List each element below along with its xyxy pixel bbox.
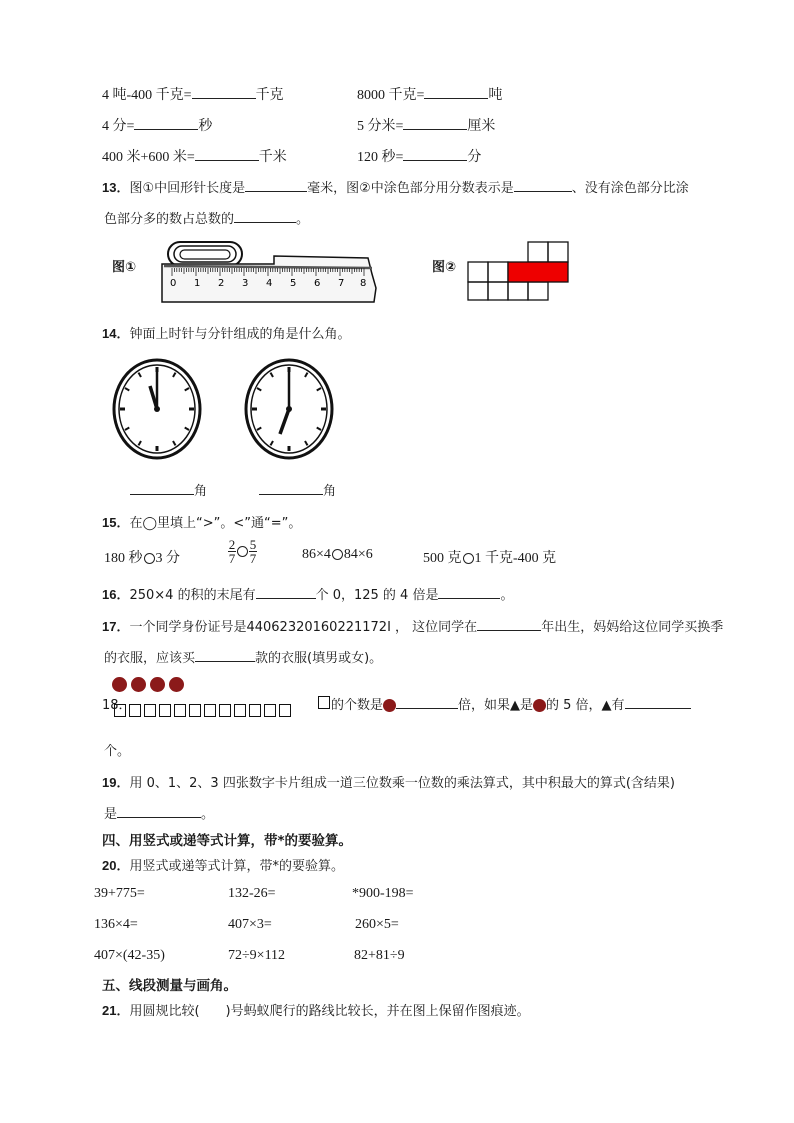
red-dot-icon	[533, 699, 546, 712]
square-icon	[279, 704, 291, 717]
svg-text:4: 4	[266, 278, 273, 289]
square-icon	[204, 704, 216, 717]
answer-blank[interactable]	[195, 148, 259, 161]
answer-blank[interactable]	[477, 618, 541, 631]
compare-item-2	[228, 538, 257, 565]
square-icon	[189, 704, 201, 717]
square-icon	[264, 704, 276, 717]
question-15: 15．在◯里填上“>”。<”通“=”。	[102, 515, 302, 531]
question-13-line-1: 13．图①中回形针长度是 毫米，图②中涂色部分用分数表示是 、没有涂色部分比涂	[102, 180, 689, 196]
compare-item-3: 86×4 84×6	[302, 547, 373, 562]
question-14: 14．钟面上时针与分针组成的角是什么角。	[102, 326, 351, 342]
answer-blank[interactable]	[403, 117, 467, 130]
calc-item: 407×(42-35)	[94, 948, 165, 963]
svg-text:1: 1	[194, 278, 201, 289]
square-icon	[144, 704, 156, 717]
q18-square-row	[114, 704, 294, 721]
answer-blank[interactable]	[514, 179, 572, 192]
conversion-row-3a: 400 米+600 米= 千米	[102, 150, 287, 165]
square-icon	[234, 704, 246, 717]
square-icon	[129, 704, 141, 717]
conversion-row-1b: 8000 千克= 吨	[357, 88, 503, 103]
square-icon	[318, 696, 330, 709]
svg-text:3: 3	[242, 278, 249, 289]
red-dot-icon	[150, 677, 165, 692]
red-dot-icon	[112, 677, 127, 692]
square-icon	[249, 704, 261, 717]
answer-blank[interactable]	[134, 117, 198, 130]
question-18-number: 18．	[102, 698, 132, 713]
answer-blank[interactable]	[438, 586, 500, 599]
answer-blank[interactable]	[259, 482, 323, 495]
calc-item: 132-26=	[228, 886, 276, 901]
calc-item: 260×5=	[355, 917, 399, 932]
section-5-heading: 五、线段测量与画角。	[102, 978, 237, 994]
compare-circle[interactable]	[332, 549, 343, 560]
question-14-answer-2: 角	[259, 480, 336, 499]
conversion-row-2b: 5 分米= 厘米	[357, 119, 496, 134]
answer-blank[interactable]	[245, 179, 307, 192]
square-icon	[174, 704, 186, 717]
answer-blank[interactable]	[117, 805, 201, 818]
figure-1-label: 图①	[112, 260, 137, 275]
square-icon	[219, 704, 231, 717]
red-dot-icon	[131, 677, 146, 692]
answer-blank[interactable]	[403, 148, 467, 161]
square-icon	[159, 704, 171, 717]
compare-item-1: 180 秒 3 分	[104, 551, 180, 566]
calc-item: 136×4=	[94, 917, 138, 932]
answer-blank[interactable]	[396, 696, 458, 709]
question-18-line-2: 个。	[104, 744, 131, 759]
question-19-line-2: 是 。	[104, 807, 215, 822]
answer-blank[interactable]	[195, 649, 255, 662]
q18-dot-row	[112, 677, 188, 692]
question-16: 16．250×4 的积的末尾有 个 0，125 的 4 倍是 。	[102, 587, 514, 603]
svg-text:7: 7	[338, 278, 345, 289]
calc-item: 407×3=	[228, 917, 272, 932]
conversion-row-3b: 120 秒= 分	[357, 150, 482, 165]
svg-text:6: 6	[314, 278, 321, 289]
question-17-line-1: 17．一个同学身份证号是440623201602211​72I ， 这位同学在 年出生，妈妈给这位同学买换季	[102, 619, 724, 635]
square-icon	[114, 704, 126, 717]
svg-text:5: 5	[290, 278, 297, 289]
calc-item: *900-198=	[352, 886, 414, 901]
question-17-line-2: 的衣服，应该买 款的衣服(填男或女)。	[104, 651, 383, 666]
ruler-with-paperclip-figure	[160, 236, 382, 308]
answer-blank[interactable]	[234, 210, 296, 223]
svg-text:2: 2	[218, 278, 225, 289]
grid-figure	[466, 240, 572, 302]
calc-item: 82+81÷9	[354, 948, 405, 963]
question-14-answer-1: 角	[130, 480, 207, 499]
svg-text:8: 8	[360, 278, 367, 289]
answer-blank[interactable]	[192, 86, 256, 99]
answer-blank[interactable]	[130, 482, 194, 495]
answer-blank[interactable]	[256, 586, 316, 599]
answer-blank[interactable]	[625, 696, 691, 709]
conversion-row-1a: 4 吨-400 千克= 千克	[102, 88, 284, 103]
question-19-line-1: 19．用 0、1、2、3 四张数字卡片组成一道三位数乘一位数的乘法算式，其中积最大的算式(含结果)	[102, 775, 675, 791]
clock-1-icon	[112, 358, 204, 460]
compare-circle[interactable]	[144, 553, 155, 564]
red-dot-icon	[169, 677, 184, 692]
question-20: 20．用竖式或递等式计算，带*的要验算。	[102, 858, 344, 874]
figure-2-label: 图②	[432, 260, 457, 275]
fraction-1: $\frac{2}{7}$	[228, 537, 236, 566]
section-4-heading: 四、用竖式或递等式计算，带*的要验算。	[102, 833, 353, 849]
svg-text:0: 0	[170, 278, 177, 289]
question-18-text: 的个数是 倍，如果▲是 的 5 倍，▲有	[318, 694, 691, 713]
paperclip-icon	[168, 242, 242, 266]
calc-item: 72÷9×112	[228, 948, 286, 963]
shaded-region	[508, 262, 568, 282]
fraction-2: $\frac{5}{7}$	[249, 537, 257, 566]
answer-blank[interactable]	[424, 86, 488, 99]
question-21: 21．用圆规比较( )号蚂蚁爬行的路线比较长，并在图上保留作图痕迹。	[102, 1003, 530, 1019]
question-13-line-2: 色部分多的数占总数的 。	[104, 212, 310, 227]
calc-item: 39+775=	[94, 886, 145, 901]
compare-circle[interactable]	[463, 553, 474, 564]
clock-2-icon	[244, 358, 336, 460]
compare-item-4: 500 克 1 千克-400 克	[423, 551, 557, 566]
red-dot-icon	[383, 699, 396, 712]
compare-circle[interactable]	[237, 546, 248, 557]
conversion-row-2a: 4 分= 秒	[102, 119, 213, 134]
